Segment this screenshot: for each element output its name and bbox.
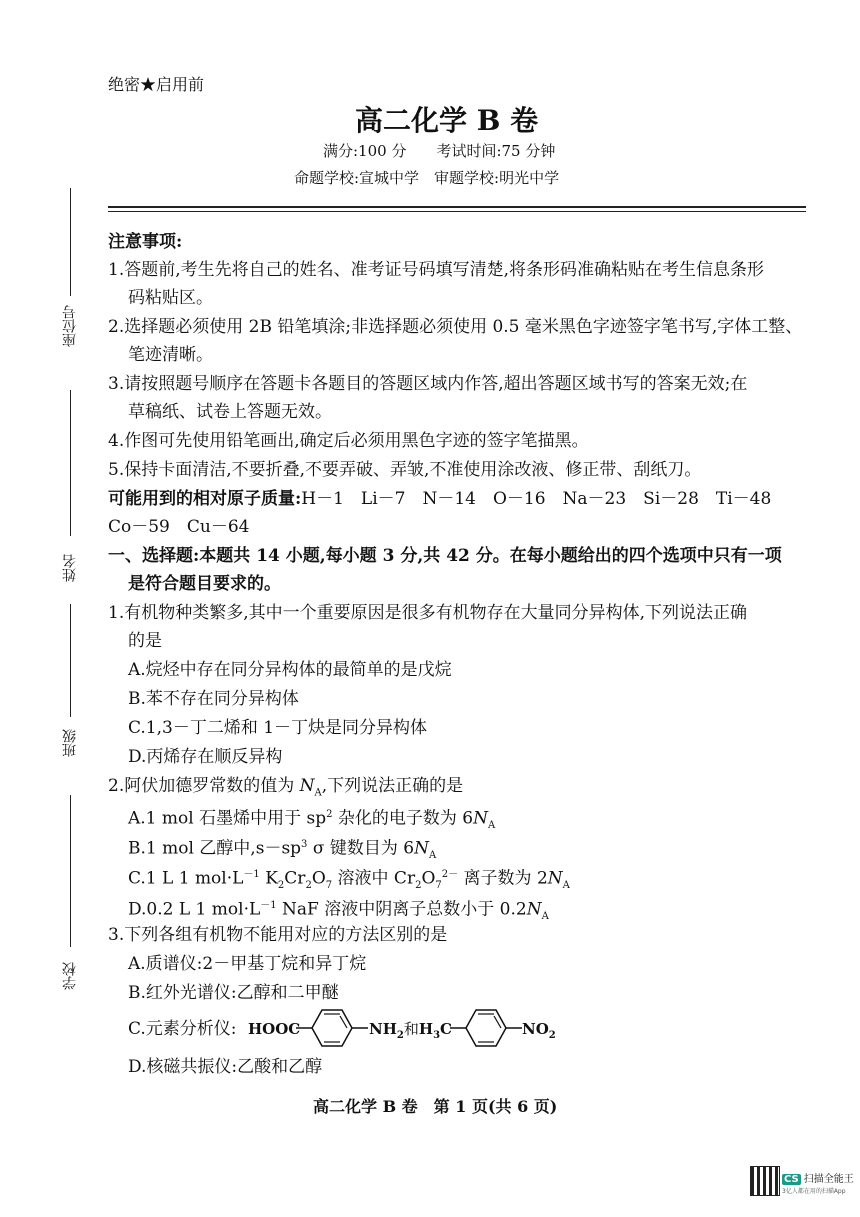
q3-option-a: A.质谱仪:2－甲基丁烷和异丁烷 — [128, 954, 367, 974]
q2-c-solution: 溶液中 Cr — [332, 868, 416, 889]
q2-c-sub: 7 — [325, 880, 333, 892]
q3-option-d: D.核磁共振仪:乙酸和乙醇 — [128, 1057, 323, 1077]
q2-stem-post: ,下列说法正确的是 — [321, 776, 464, 796]
na-sub: A — [487, 820, 496, 832]
scanner-badge — [782, 1170, 854, 1185]
q1-stem-cont: 的是 — [128, 631, 162, 651]
cs-logo-icon: CS — [784, 1174, 799, 1185]
note-1b: 码粘贴区。 — [128, 288, 213, 308]
page-footer: 高二化学 B 卷 第 1 页(共 6 页) — [313, 1097, 558, 1116]
q2-c-charge: 2－ — [441, 869, 459, 880]
nh-text: NH — [369, 1020, 397, 1038]
na-symbol: N — [299, 776, 315, 796]
na-sub: A — [541, 911, 549, 923]
school-line: 命题学校:宣城中学 审题学校:明光中学 — [294, 169, 560, 187]
na-sub: A — [428, 850, 437, 862]
q2-c-pre: C.1 L 1 mol·L — [128, 868, 244, 889]
class-line — [70, 604, 71, 717]
qr-code-icon — [750, 1166, 780, 1196]
amino-group — [369, 1018, 452, 1047]
name-line — [70, 390, 71, 536]
school-label: 学校 — [62, 962, 78, 990]
and-text: 和 — [403, 1020, 419, 1038]
q2-c-k: K — [259, 868, 278, 889]
q1-option-d: D.丙烯存在顺反异构 — [128, 747, 283, 767]
q2-c-sup: －1 — [243, 869, 260, 880]
no2-sub: 2 — [548, 1030, 556, 1041]
q2-a-post: 杂化的电子数为 6 — [332, 808, 474, 829]
q2-c-post: 离子数为 2 — [458, 868, 548, 889]
scanner-tagline: 3亿人都在用的扫描App — [782, 1188, 846, 1195]
q2-option-b — [128, 834, 436, 867]
no-text: NO — [522, 1020, 549, 1038]
benzene-ring-2 — [450, 1006, 524, 1050]
q2-option-c — [128, 864, 570, 897]
section-heading-cont: 是符合题目要求的。 — [128, 574, 281, 594]
seat-line — [70, 188, 71, 296]
q3-stem: 3.下列各组有机物不能用对应的方法区别的是 — [108, 925, 448, 945]
na-sub: A — [314, 787, 322, 799]
h3-sub: 3 — [433, 1030, 441, 1041]
benzene-ring-1 — [296, 1006, 368, 1050]
hooc-group: HOOC — [248, 1020, 301, 1038]
q3-option-b: B.红外光谱仪:乙醇和二甲醚 — [128, 983, 339, 1003]
q1-option-c: C.1,3－丁二烯和 1－丁炔是同分异构体 — [128, 718, 428, 738]
q2-d-post: NaF 溶液中阴离子总数小于 0.2 — [276, 899, 527, 920]
q2-a-pre: A.1 mol 石墨烯中用于 sp — [128, 808, 327, 829]
note-2b: 笔迹清晰。 — [128, 345, 213, 365]
score-time-line: 满分:100 分 考试时间:75 分钟 — [323, 142, 556, 160]
q2-c-o: O — [311, 868, 326, 889]
q2-b-post: σ 键数目为 6 — [307, 838, 415, 859]
note-5: 5.保持卡面清洁,不要折叠,不要弄破、弄皱,不准使用涂改液、修正带、刮纸刀。 — [108, 460, 702, 480]
seat-label: 座位号 — [62, 305, 78, 347]
confidential-mark: 绝密★启用前 — [108, 75, 205, 94]
q1-stem: 1.有机物种类繁多,其中一个重要原因是很多有机物存在大量同分异构体,下列说法正确 — [108, 603, 748, 623]
header-rule-thin — [108, 211, 806, 212]
section-heading: 一、选择题:本题共 14 小题,每小题 3 分,共 42 分。在每小题给出的四个选项中只有一项 — [108, 546, 782, 566]
q2-stem-pre: 2.阿伏加德罗常数的值为 — [108, 776, 300, 796]
note-3a: 3.请按照题号顺序在答题卡各题目的答题区域内作答,超出答题区域书写的答案无效;在 — [108, 374, 748, 394]
atomic-mass-values-1: H－1 Li－7 N－14 O－16 Na－23 Si－28 Ti－48 — [301, 489, 772, 509]
q1-option-b: B.苯不存在同分异构体 — [128, 689, 299, 709]
atomic-mass-values-2: Co－59 Cu－64 — [108, 517, 250, 537]
q2-a-sup: 2 — [326, 809, 333, 820]
na-symbol: N — [547, 868, 563, 889]
notes-heading: 注意事项: — [108, 232, 183, 252]
q2-c-cr: Cr — [284, 868, 306, 889]
q2-d-pre: D.0.2 L 1 mol·L — [128, 899, 261, 920]
q2-b-pre: B.1 mol 乙醇中,s－sp — [128, 838, 302, 859]
name-label: 姓名 — [62, 554, 78, 582]
q2-option-a — [128, 804, 495, 837]
q2-d-sup: －1 — [260, 900, 277, 911]
note-1a: 1.答题前,考生先将自己的姓名、准考证号码填写清楚,将条形码准确粘贴在考生信息条形 — [108, 260, 765, 280]
h-text: H — [418, 1020, 434, 1038]
class-label: 班级 — [62, 729, 78, 757]
school-line-side — [70, 795, 71, 947]
q2-c-sub: 2 — [277, 880, 285, 892]
q1-option-a: A.烷烃中存在同分异构体的最简单的是戊烷 — [128, 660, 452, 680]
note-3b: 草稿纸、试卷上答题无效。 — [128, 402, 332, 422]
nitro-group — [522, 1018, 556, 1047]
c-text: C — [440, 1020, 452, 1038]
q3-option-c-label: C.元素分析仪: — [128, 1019, 237, 1039]
atomic-mass-label: 可能用到的相对原子质量: — [108, 489, 302, 509]
header-rule-thick — [108, 206, 806, 208]
q2-c-o: O — [421, 868, 436, 889]
q2-c-sub: 7 — [435, 880, 442, 892]
note-4: 4.作图可先使用铅笔画出,确定后必须用黑色字迹的签字笔描黑。 — [108, 431, 589, 451]
note-2a: 2.选择题必须使用 2B 铅笔填涂;非选择题必须使用 0.5 毫米黑色字迹签字笔书写,字体工整、 — [108, 317, 803, 337]
na-symbol: N — [473, 808, 488, 829]
atomic-mass-line-1 — [108, 488, 771, 510]
na-symbol: N — [414, 838, 429, 859]
na-sub: A — [562, 880, 570, 892]
q2-b-sup: 3 — [301, 839, 308, 850]
page-title: 高二化学 B 卷 — [355, 104, 539, 137]
q2-stem — [108, 775, 463, 804]
na-symbol: N — [526, 899, 542, 920]
q2-c-sub: 2 — [415, 880, 422, 892]
scanner-name: 扫描全能王 — [803, 1174, 854, 1185]
nh2-sub: 2 — [396, 1030, 404, 1041]
q2-c-sub: 2 — [305, 880, 312, 892]
